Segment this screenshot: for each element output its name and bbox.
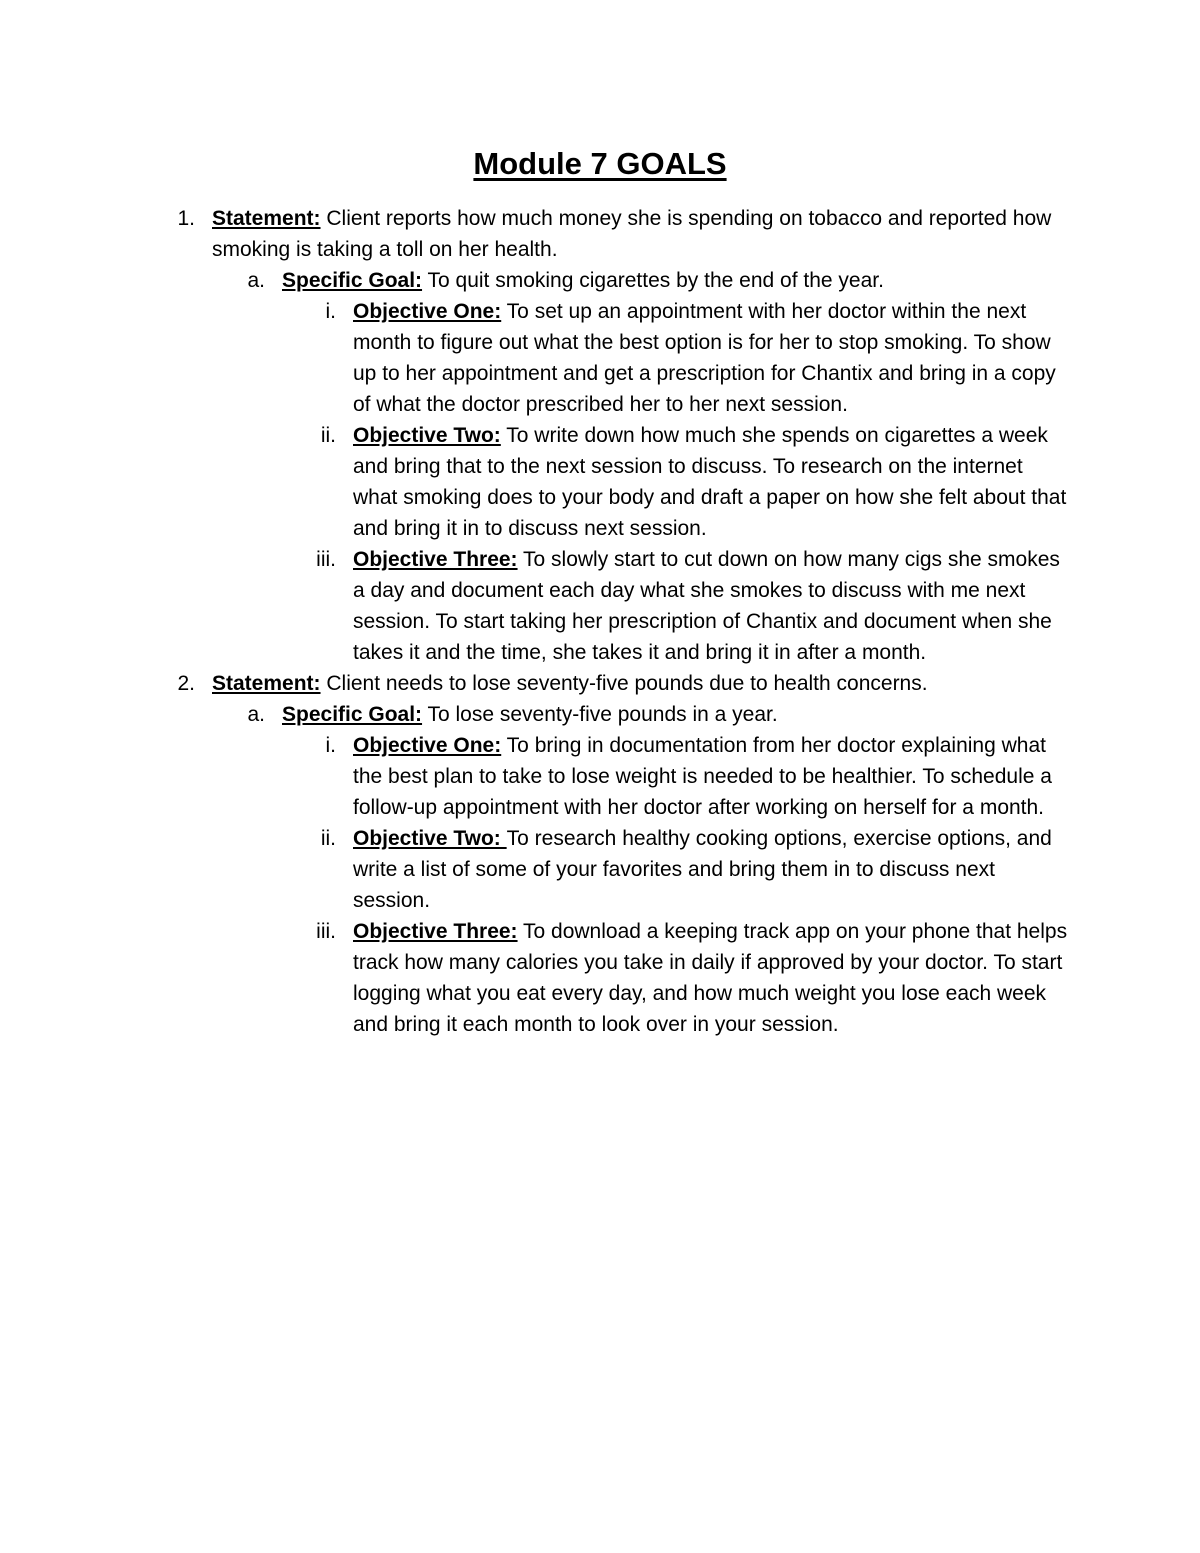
statement-body: Client reports how much money she is spending on tobacco and reported how smoking is taking a toll on her health. [212, 207, 1052, 261]
objective-label: Objective Three: [353, 548, 518, 571]
objective-text [353, 823, 1068, 916]
list-marker: i. [325, 300, 336, 323]
goals-list [0, 203, 1200, 1040]
objective-label: Objective One: [353, 300, 502, 323]
list-marker: iii. [316, 920, 336, 943]
specific-goal-2 [0, 699, 1200, 730]
objective-text [353, 544, 1068, 668]
specific-goal-1 [0, 265, 1200, 296]
objective-1-2 [0, 420, 1200, 544]
specific-goal-body: To lose seventy-five pounds in a year. [422, 703, 778, 726]
specific-goal-text [282, 699, 1060, 730]
statement-text [212, 203, 1060, 265]
objective-text [353, 420, 1068, 544]
document-title: Module 7 GOALS [473, 146, 727, 181]
list-marker: ii. [320, 424, 336, 447]
specific-goal-body: To quit smoking cigarettes by the end of the year. [422, 269, 884, 292]
objective-text [353, 916, 1068, 1040]
objective-label: Objective Two: [353, 424, 501, 447]
list-marker: a. [247, 269, 265, 292]
specific-goal-text [282, 265, 1060, 296]
list-marker: a. [247, 703, 265, 726]
goal-statement-1 [0, 203, 1200, 265]
statement-label: Statement: [212, 672, 321, 695]
objective-2-2 [0, 823, 1200, 916]
objective-text [353, 730, 1068, 823]
objective-body: To set up an appointment with her doctor within the next month to figure out what the best option is for her to stop smoking. To show up to her appointment and get a prescription for Chantix and bring in a copy of what the doctor prescribed her to her next session. [353, 300, 1056, 416]
list-marker: 1. [177, 207, 195, 230]
objective-2-3 [0, 916, 1200, 1040]
statement-label: Statement: [212, 207, 321, 230]
goal-statement-2 [0, 668, 1200, 699]
specific-goal-label: Specific Goal: [282, 703, 423, 726]
objective-body: To download a keeping track app on your phone that helps track how many calories you take in daily if approved by your doctor. To start logging what you eat every day, and how much weight you lose each week and bring it each month to look over in your session. [353, 920, 1068, 1036]
list-marker: iii. [316, 548, 336, 571]
objective-label: Objective Three: [353, 920, 518, 943]
list-marker: ii. [320, 827, 336, 850]
statement-text [212, 668, 1060, 699]
objective-text [353, 296, 1068, 420]
specific-goal-label: Specific Goal: [282, 269, 423, 292]
objective-body: To slowly start to cut down on how many cigs she smokes a day and document each day what she smokes to discuss with me next session. To start taking her prescription of Chantix and document when she takes it and the time, she takes it and bring it in after a month. [353, 548, 1060, 664]
objective-body: To research healthy cooking options, exercise options, and write a list of some of your favorites and bring them in to discuss next session. [353, 827, 1052, 912]
statement-body: Client needs to lose seventy-five pounds due to health concerns. [320, 672, 928, 695]
list-marker: 2. [177, 672, 195, 695]
objective-1-3 [0, 544, 1200, 668]
objective-body: To write down how much she spends on cigarettes a week and bring that to the next session to discuss. To research on the internet what smoking does to your body and draft a paper on how she felt about that and bring it in to discuss next session. [353, 424, 1067, 540]
objective-label: Objective Two: [353, 827, 507, 850]
objective-2-1 [0, 730, 1200, 823]
objective-label: Objective One: [353, 734, 502, 757]
objective-body: To bring in documentation from her doctor explaining what the best plan to take to lose weight is needed to be healthier. To schedule a follow-up appointment with her doctor after working on herself for a month. [353, 734, 1052, 819]
list-marker: i. [325, 734, 336, 757]
objective-1-1 [0, 296, 1200, 420]
